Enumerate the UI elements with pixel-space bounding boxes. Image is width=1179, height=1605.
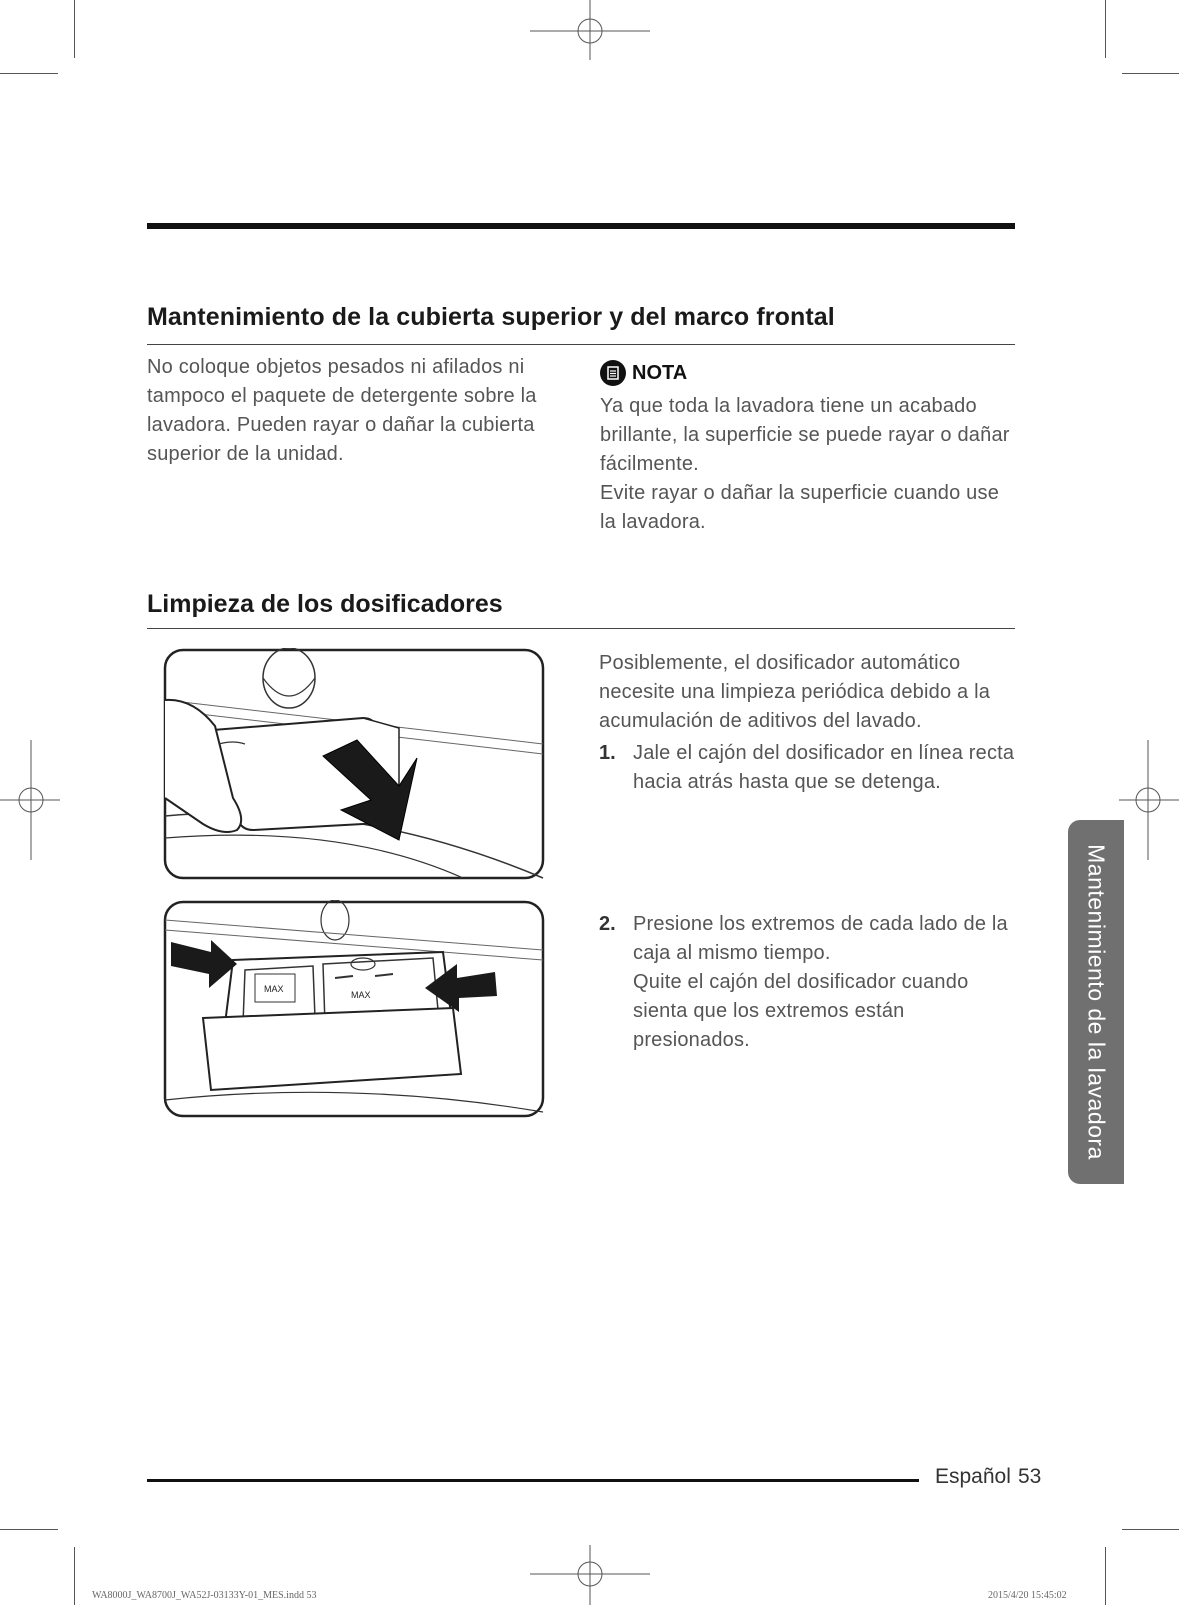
crop-mark-bottom-right-vertical <box>1105 1547 1106 1605</box>
section-heading-rule-2 <box>147 628 1015 629</box>
step-2-number: 2. <box>599 913 616 935</box>
step-2-text <box>633 910 1019 1055</box>
top-rule <box>147 223 1015 229</box>
crop-mark-bottom-left-vertical <box>74 1547 75 1605</box>
section-heading-maintenance: Mantenimiento de la cubierta superior y del marco frontal <box>147 303 835 331</box>
crop-mark-top-right-vertical <box>1105 0 1106 58</box>
note-text <box>600 392 1020 537</box>
page-number: 53 <box>1018 1465 1042 1488</box>
illustration-pull-drawer <box>163 648 545 880</box>
step-1 <box>599 739 1019 797</box>
footer-language: Español <box>935 1465 1011 1488</box>
crop-mark-bottom-right-horizontal <box>1122 1529 1179 1530</box>
chapter-side-tab-label: Mantenimiento de la lavadora <box>1083 844 1110 1160</box>
illustration-press-sides <box>163 900 545 1118</box>
dispenser-intro: Posiblemente, el dosificador automático necesite una limpieza periódica debido a la acumulación de aditivos del lavado. <box>599 652 991 732</box>
step-2-line-2: Quite el cajón del dosificador cuando sienta que los extremos están presionados. <box>633 971 969 1051</box>
registration-mark-left <box>0 740 60 860</box>
chapter-side-tab <box>1068 820 1124 1184</box>
step-1-text: Jale el cajón del dosificador en línea recta hacia atrás hasta que se detenga. <box>633 742 1015 793</box>
step-2-line-1: Presione los extremos de cada lado de la caja al mismo tiempo. <box>633 913 1008 964</box>
footer-rule <box>147 1479 919 1482</box>
section-heading-rule <box>147 344 1015 345</box>
max-label-left: MAX <box>264 984 284 994</box>
registration-mark-right <box>1119 740 1179 860</box>
crop-mark-top-right-horizontal <box>1122 73 1179 74</box>
registration-mark-bottom <box>530 1545 650 1605</box>
step-1-number: 1. <box>599 742 616 764</box>
note-line-1: Ya que toda la lavadora tiene un acabado brillante, la superficie se puede rayar o dañar fácilmente. <box>600 395 1010 475</box>
step-2 <box>599 910 1019 1055</box>
note-header <box>600 360 687 386</box>
registration-mark-top <box>530 0 650 60</box>
section-heading-dispensers: Limpieza de los dosificadores <box>147 590 503 618</box>
crop-mark-top-left-vertical <box>74 0 75 58</box>
note-line-2: Evite rayar o dañar la superficie cuando use la lavadora. <box>600 482 1000 533</box>
crop-mark-top-left-horizontal <box>0 73 58 74</box>
crop-mark-bottom-left-horizontal <box>0 1529 58 1530</box>
note-icon <box>600 360 626 386</box>
print-slug-filename: WA8000J_WA8700J_WA52J-03133Y-01_MES.indd 53 <box>92 1590 317 1601</box>
print-slug-timestamp: 2015/4/20 15:45:02 <box>988 1590 1067 1601</box>
max-label-right: MAX <box>351 990 371 1000</box>
note-label: NOTA <box>632 361 688 384</box>
warning-paragraph: No coloque objetos pesados ni afilados ni tampoco el paquete de detergente sobre la lavadora. Pueden rayar o dañar la cubierta superior de la unidad. <box>147 356 537 465</box>
